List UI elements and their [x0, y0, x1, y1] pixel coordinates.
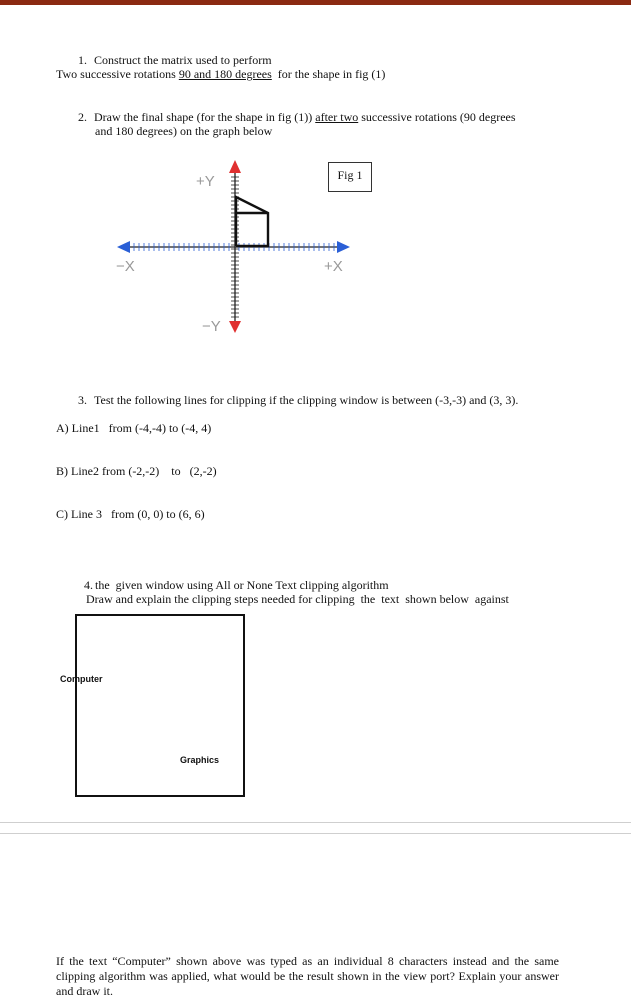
fig1-label-box: Fig 1 — [328, 162, 372, 192]
footer-question: If the text “Computer” shown above was typed as an individual 8 characters instead and the same clipping algorithm was applied, what would be the result shown in the view port? Explain your answer and draw it. — [56, 954, 559, 998]
q2-underlined-after-two: after two — [315, 110, 359, 124]
word-computer: Computer — [60, 674, 103, 684]
separator-line-2 — [0, 833, 631, 834]
q2-number: 2. — [78, 110, 87, 124]
q1-line2 — [56, 67, 385, 81]
plus-x-arrow-icon — [337, 241, 350, 253]
fig1-shape — [236, 197, 268, 246]
q3-option-b: B) Line2 from (-2,-2) to (2,-2) — [56, 464, 217, 478]
q1-line1 — [78, 53, 272, 67]
q3-option-c: C) Line 3 from (0, 0) to (6, 6) — [56, 507, 205, 521]
minus-x-label: −X — [116, 258, 135, 275]
plus-y-label: +Y — [196, 173, 215, 190]
q1-underlined-degrees: 90 and 180 degrees — [178, 67, 272, 81]
word-graphics: Graphics — [180, 755, 220, 765]
q2-line1-suffix: successive rotations (90 degrees — [358, 110, 516, 124]
plus-x-label: +X — [324, 258, 343, 275]
q1-line2-suffix: for the shape in fig (1) — [271, 67, 386, 81]
q4-number: 4. — [84, 578, 93, 592]
q1-number: 1. — [78, 53, 87, 67]
clipping-window — [75, 614, 245, 797]
minus-y-label: −Y — [202, 318, 221, 335]
top-border — [0, 0, 631, 5]
q3-option-a: A) Line1 from (-4,-4) to (-4, 4) — [56, 421, 212, 435]
q2-line1 — [78, 110, 516, 124]
q1-line2-prefix: Two successive rotations — [56, 67, 179, 81]
minus-x-arrow-icon — [117, 241, 130, 253]
q3-number: 3. — [78, 393, 87, 407]
q3-line — [78, 393, 518, 407]
q2-line1-prefix: Draw the final shape (for the shape in fig (1)) — [94, 110, 316, 124]
separator-line-1 — [0, 822, 631, 823]
q3-text: Test the following lines for clipping if the clipping window is between (-3,-3) and (3, 3). — [94, 393, 519, 407]
q1-text: Construct the matrix used to perform — [94, 53, 272, 67]
q2-line2: and 180 degrees) on the graph below — [95, 124, 273, 138]
plus-y-arrow-icon — [229, 160, 241, 173]
q4-text-line1: Draw and explain the clipping steps needed for clipping the text shown below against — [86, 592, 509, 606]
q4-line2: the given window using All or None Text clipping algorithm — [95, 578, 389, 592]
minus-y-arrow-icon — [229, 321, 241, 333]
